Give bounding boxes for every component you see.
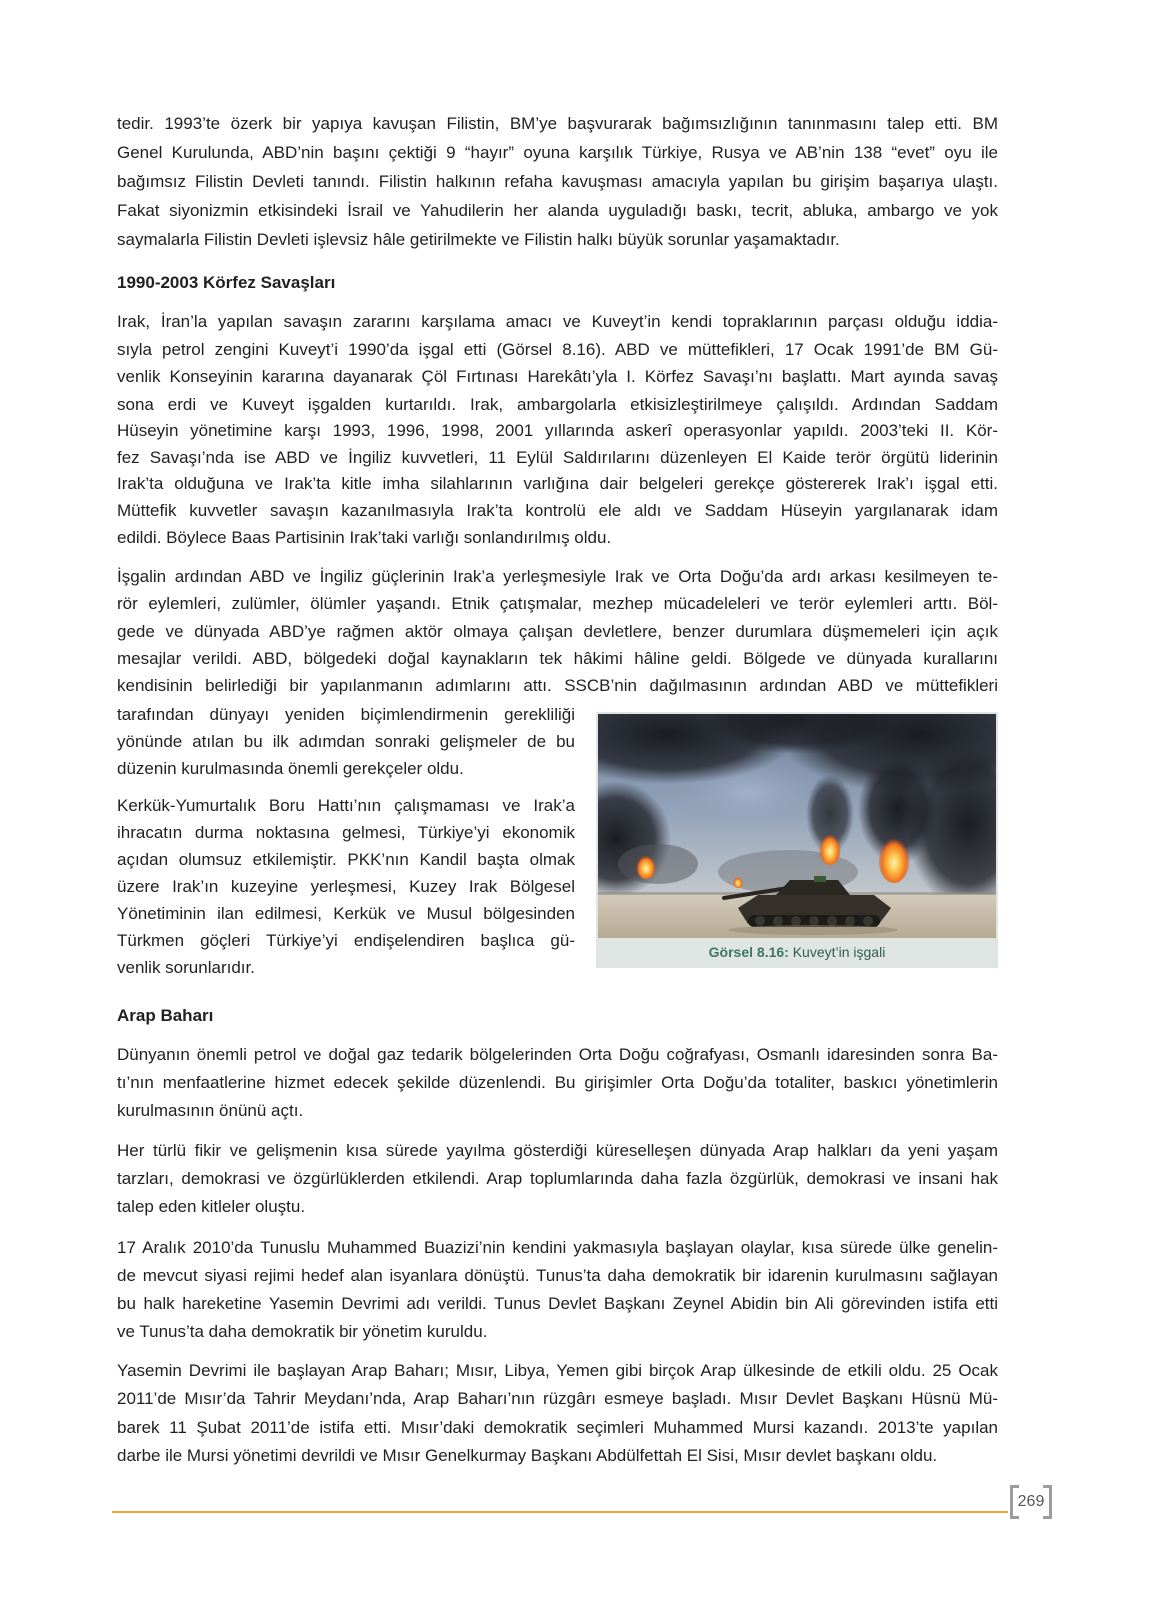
text-line: edildi. Böylece Baas Partisinin Irak’taki varlığı sonlandırılmış oldu.: [117, 528, 612, 547]
text-line: düzenin kurulmasında önemli gerekçeler oldu.: [117, 759, 464, 778]
figure-caption: [596, 941, 998, 963]
text-line: rör eylemleri, zulümler, ölümler yaşandı. Etnik çatışmalar, mezhep mücadeleleri ve terör eylemleri arttı. Böl-: [117, 594, 998, 613]
text-line: 2011’de Mısır’da Tahrir Meydanı’nda, Arap Baharı’nın rüzgârı esmeye başladı. Mısır Devlet Başkanı Hüsnü Mü-: [117, 1389, 998, 1408]
text-line: Irak’ta olduğuna ve Irak’ta kitle imha silahlarının varlığına dair belgeleri gerekçe göstererek Irak’ı işgal etti.: [117, 474, 998, 493]
text-line: Yasemin Devrimi ile başlayan Arap Baharı; Mısır, Libya, Yemen gibi birçok Arap ülkesinde de etkili oldu. 25 Ocak: [117, 1361, 998, 1380]
text-line: sona erdi ve Kuveyt işgalden kurtarıldı. Irak, ambargolarla etkisizleştirilmeye çalışıldı. Ardından Saddam: [117, 395, 998, 414]
text-line: Hüseyin yönetimine karşı 1993, 1996, 1998, 2001 yıllarında askerî operasyonlar yapıldı. 2003’teki II. Kör-: [117, 421, 998, 440]
text-line: Müttefik kuvvetler savaşın kazanılmasıyla Irak’ta kontrolü ele aldı ve Saddam Hüseyin yargılanarak idam: [117, 501, 998, 520]
text-line: ihracatın durma noktasına gelmesi, Türkiye’yi ekonomik: [117, 823, 575, 842]
text-line: kendisinin belirlediği bir yapılanmanın adımlarını attı. SSCB’nin dağılmasının ardından ABD ve müttefikleri: [117, 676, 998, 695]
text-line: fez Savaşı’nda ise ABD ve İngiliz kuvvetleri, 11 Eylül Saldırılarını düzenleyen El Kaide terör örgütü liderinin: [117, 448, 998, 467]
text-line: İşgalin ardından ABD ve İngiliz güçlerinin Irak’a yerleşmesiyle Irak ve Orta Doğu’da ardı arkası kesilmeyen te-: [117, 567, 998, 586]
text-line: bağımsız Filistin Devleti tanındı. Filistin halkının refaha kavuşması amacıyla yapılan bu girişim başarıya ulaştı.: [117, 172, 998, 191]
text-line: barek 11 Şubat 2011’de istifa etti. Mısır’daki demokratik seçimleri Muhammed Mursi kazandı. 2013’te yapılan: [117, 1418, 998, 1437]
text-line: üzere Irak’ın kuzeyine yerleşmesi, Kuzey Irak Bölgesel: [117, 877, 575, 896]
text-line: darbe ile Mursi yönetimi devrildi ve Mısır Genelkurmay Başkanı Abdülfettah El Sisi, Mısır devlet başkanı oldu.: [117, 1446, 938, 1465]
text-line: venlik Konseyinin kararına dayanarak Çöl Fırtınası Harekâtı’yla I. Körfez Savaşı’nı başlattı. Mart ayında savaş: [117, 367, 998, 386]
text-line: açıdan olumsuz etkilemiştir. PKK’nın Kandil başta olmak: [117, 850, 575, 869]
text-line: tarzları, demokrasi ve özgürlüklerden etkilendi. Arap toplumlarında daha fazla özgürlük, demokrasi ve insani hak: [117, 1169, 998, 1188]
text-line: tı’nın menfaatlerine hizmet edecek şekilde düzenlendi. Bu girişimler Orta Doğu’da totaliter, baskıcı yönetimlerin: [117, 1073, 998, 1092]
text-line: ve Tunus’ta daha demokratik bir yönetim kuruldu.: [117, 1322, 488, 1341]
text-line: talep eden kitleler oluştu.: [117, 1197, 306, 1216]
section-heading: 1990-2003 Körfez Savaşları: [117, 273, 336, 292]
text-line: kurulmasının önünü açtı.: [117, 1101, 304, 1120]
text-line: bu halk hareketine Yasemin Devrimi adı verildi. Tunus Devlet Başkanı Zeynel Abidin bin Ali görevinden istifa etti: [117, 1294, 998, 1313]
text-line: venlik sorunlarıdır.: [117, 958, 255, 977]
text-line: Kerkük-Yumurtalık Boru Hattı’nın çalışmaması ve Irak’a: [117, 796, 575, 815]
text-line: Fakat siyonizmin etkisindeki İsrail ve Yahudilerin her alanda uyguladığı baskı, tecrit, abluka, ambargo ve yok: [117, 201, 998, 220]
section-heading: Arap Baharı: [117, 1006, 214, 1025]
text-line: yönünde atılan bu ilk adımdan sonraki gelişmeler de bu: [117, 732, 575, 751]
text-line: gede ve dünyada ABD’ye rağmen aktör olmaya çalışan devletlere, benzer durumlara düşmemeleri için açık: [117, 622, 998, 641]
text-line: tedir. 1993’te özerk bir yapıya kavuşan Filistin, BM’ye başvurarak bağımsızlığının tanınmasını talep etti. BM: [117, 114, 998, 133]
figure: [596, 712, 998, 968]
kuwait-oil-fires-photo: [598, 714, 996, 938]
figure-label: Görsel 8.16:: [708, 944, 789, 960]
text-line: 17 Aralık 2010’da Tunuslu Muhammed Buazizi’nin kendini yakmasıyla başlayan olaylar, kısa sürede ülke genelin-: [117, 1238, 998, 1257]
text-line: Irak, İran’la yapılan savaşın zararını karşılama amacı ve Kuveyt’in kendi topraklarının parçası olduğu iddia-: [117, 312, 998, 331]
text-line: mesajlar verildi. ABD, bölgedeki doğal kaynakların tek hâkimi hâline geldi. Bölgede ve dünyada kurallarını: [117, 649, 998, 668]
text-line: saymalarla Filistin Devleti işlevsiz hâle getirilmekte ve Filistin halkı büyük sorunlar yaşamaktadır.: [117, 230, 840, 249]
text-line: Her türlü fikir ve gelişmenin kısa sürede yayılma gösterdiği küreselleşen dünyada Arap halkları da yeni yaşam: [117, 1141, 998, 1160]
text-line: tarafından dünyayı yeniden biçimlendirmenin gerekliliği: [117, 705, 575, 724]
page-number: 269: [1010, 1485, 1052, 1519]
figure-caption-text: Kuveyt’in işgali: [788, 944, 886, 960]
smoke-clouds: [598, 714, 996, 909]
text-line: Yönetiminin ilan edilmesi, Kerkük ve Musul bölgesinden: [117, 904, 575, 923]
text-line: Dünyanın önemli petrol ve doğal gaz tedarik bölgelerinden Orta Doğu coğrafyası, Osmanlı idaresinden sonra Ba-: [117, 1045, 998, 1064]
text-line: Türkmen göçleri Türkiye’yi endişelendiren başlıca gü-: [117, 931, 575, 950]
text-line: de mevcut siyasi rejimi hedef alan isyanlara dönüştü. Tunus’ta daha demokratik bir idarenin kurulmasını sağlayan: [117, 1266, 998, 1285]
text-line: Genel Kurulunda, ABD’nin başını çektiği 9 “hayır” oyuna karşılık Türkiye, Rusya ve AB’nin 138 “evet” oyu ile: [117, 143, 998, 162]
text-line: sıyla petrol zengini Kuveyt’i 1990’da işgal etti (Görsel 8.16). ABD ve müttefikleri, 17 Ocak 1991’de BM Gü-: [117, 340, 998, 359]
footer-rule: [112, 1511, 1008, 1513]
